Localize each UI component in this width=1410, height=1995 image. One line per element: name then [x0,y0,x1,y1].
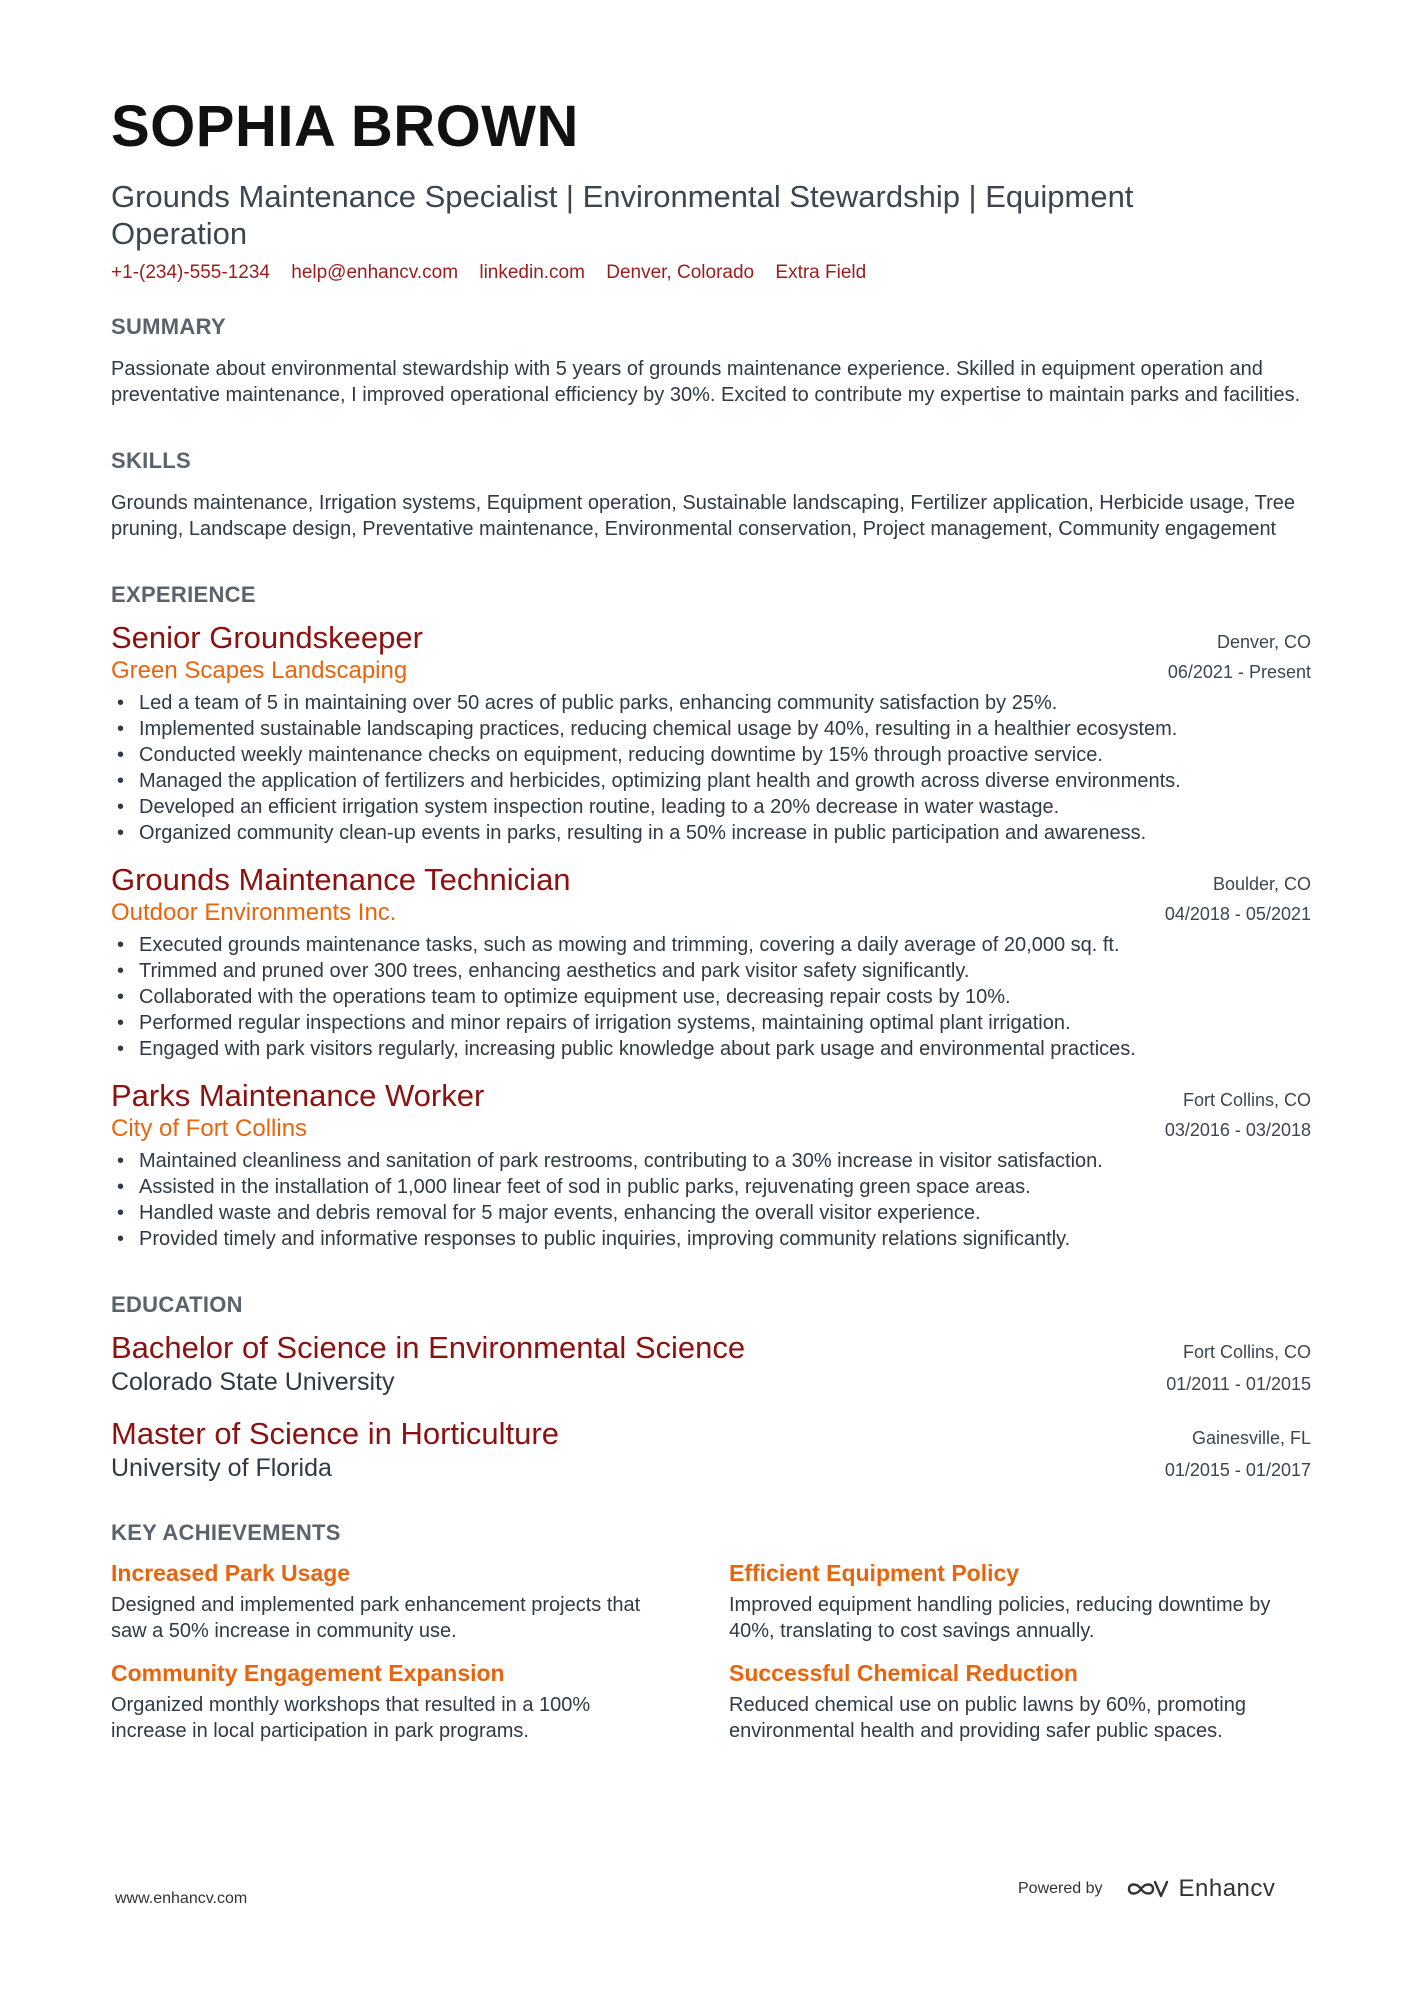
summary-section [111,314,1311,408]
enhancv-brand-name[interactable]: Enhancv [1178,1875,1276,1902]
achievements-section [111,1520,1311,1744]
job-bullets [111,932,1311,1062]
experience-entry [111,862,1311,1062]
job-location: Denver, CO [1216,632,1311,652]
job-dates: 04/2018 - 05/2021 [1164,904,1311,924]
candidate-headline: Grounds Maintenance Specialist | Environmental Stewardship | Equipment Operation [111,179,1134,251]
section-title-skills: SKILLS [111,448,192,473]
entry-sub-row [111,1366,1311,1398]
bullet-item: • Collaborated with the operations team to optimize equipment use, decreasing repair costs by 10%. [111,984,1311,1010]
job-title: Parks Maintenance Worker [111,1078,485,1113]
education-entry [111,1416,1311,1484]
footer-branding [1018,1875,1275,1903]
job-location: Boulder, CO [1212,874,1311,894]
bullet-item: • Executed grounds maintenance tasks, such as mowing and trimming, covering a daily average of 20,000 sq. ft. [111,932,1311,958]
education-dates: 01/2015 - 01/2017 [1164,1460,1311,1480]
candidate-name: SOPHIA BROWN [111,94,579,159]
achievement-title: Increased Park Usage [111,1560,351,1586]
bullet-item: • Handled waste and debris removal for 5 major events, enhancing the overall visitor experience. [111,1200,1311,1226]
section-title-achievements: KEY ACHIEVEMENTS [111,1520,341,1545]
job-title: Senior Groundskeeper [111,620,423,655]
resume-content [111,94,1311,1744]
section-title-summary: SUMMARY [111,314,226,339]
entry-header-row [111,1416,1311,1452]
bullet-item: • Conducted weekly maintenance checks on equipment, reducing downtime by 15% through proactive service. [111,742,1311,768]
job-company: City of Fort Collins [111,1115,308,1142]
footer-website-link[interactable]: www.enhancv.com [115,1890,248,1907]
entry-sub-row [111,898,1311,928]
achievement-item [729,1558,1289,1644]
degree-title: Master of Science in Horticulture [111,1416,559,1451]
achievement-item [729,1658,1289,1744]
job-title: Grounds Maintenance Technician [111,862,571,897]
entry-sub-row [111,1114,1311,1144]
achievement-title: Successful Chemical Reduction [729,1660,1078,1686]
bullet-item: • Implemented sustainable landscaping practices, reducing chemical usage by 40%, resulting in a healthier ecosystem. [111,716,1311,742]
contact-location: Denver, Colorado [606,262,755,283]
bullet-item: • Organized community clean-up events in parks, resulting in a 50% increase in public participation and awareness. [111,820,1311,846]
achievement-desc: Improved equipment handling policies, reducing downtime by 40%, translating to cost savings annually. [729,1594,1271,1642]
experience-entry [111,620,1311,846]
achievement-title: Efficient Equipment Policy [729,1560,1020,1586]
entry-sub-row [111,656,1311,686]
skills-text: Grounds maintenance, Irrigation systems, Equipment operation, Sustainable landscaping, Fertilizer application, Herbicide usage, Tree pruning, Landscape design, Preventative maintenance, Environmental conservation, Project management, Community engagement [111,492,1295,540]
powered-by-label: Powered by [1018,1880,1103,1897]
job-location: Fort Collins, CO [1182,1090,1311,1110]
job-bullets [111,690,1311,846]
experience-entry [111,1078,1311,1252]
education-dates: 01/2011 - 01/2015 [1166,1374,1311,1394]
entry-header-row [111,862,1311,898]
contact-list [111,262,1311,284]
resume-header [111,94,1311,284]
job-dates: 03/2016 - 03/2018 [1164,1120,1311,1140]
education-entry [111,1330,1311,1398]
bullet-item: • Maintained cleanliness and sanitation of park restrooms, contributing to a 30% increase in visitor satisfaction. [111,1148,1311,1174]
entry-header-row [111,1330,1311,1366]
bullet-item: • Trimmed and pruned over 300 trees, enhancing aesthetics and park visitor safety significantly. [111,958,1311,984]
contact-email[interactable]: help@enhancv.com [291,262,459,283]
bullet-item: • Assisted in the installation of 1,000 linear feet of sod in public parks, rejuvenating green space areas. [111,1174,1311,1200]
bullet-item: • Led a team of 5 in maintaining over 50 acres of public parks, enhancing community satisfaction by 25%. [111,690,1311,716]
achievement-item [111,1658,729,1744]
contact-extra-field: Extra Field [775,262,867,283]
skills-section [111,448,1311,542]
bullet-item: • Engaged with park visitors regularly, increasing public knowledge about park usage and environmental practices. [111,1036,1311,1062]
bullet-item: • Performed regular inspections and minor repairs of irrigation systems, maintaining optimal plant irrigation. [111,1010,1311,1036]
summary-text: Passionate about environmental stewardship with 5 years of grounds maintenance experience. Skilled in equipment operation and preventative maintenance, I improved operational efficiency by 30%. Excited to contribute my expertise to maintain parks and facilities. [111,358,1301,406]
section-title-education: EDUCATION [111,1292,243,1317]
contact-phone[interactable]: +1-(234)-555-1234 [111,262,270,283]
job-dates: 06/2021 - Present [1167,662,1311,682]
bullet-item: • Developed an efficient irrigation system inspection routine, leading to a 20% decrease in water wastage. [111,794,1311,820]
job-bullets [111,1148,1311,1252]
entry-header-row [111,620,1311,656]
entry-header-row [111,1078,1311,1114]
achievement-desc: Organized monthly workshops that resulted in a 100% increase in local participation in park programs. [111,1694,591,1742]
contact-linkedin[interactable]: linkedin.com [479,262,585,283]
bullet-item: • Managed the application of fertilizers and herbicides, optimizing plant health and growth across diverse environments. [111,768,1311,794]
achievement-desc: Reduced chemical use on public lawns by 60%, promoting environmental health and providing safer public spaces. [729,1694,1246,1742]
achievements-grid [111,1558,1311,1744]
school-name: University of Florida [111,1454,332,1482]
enhancv-logo-icon [1125,1877,1171,1901]
entry-sub-row [111,1452,1311,1484]
degree-title: Bachelor of Science in Environmental Science [111,1330,746,1365]
experience-section [111,582,1311,1252]
bullet-item: • Provided timely and informative responses to public inquiries, improving community relations significantly. [111,1226,1311,1252]
education-location: Fort Collins, CO [1182,1342,1311,1362]
achievement-desc: Designed and implemented park enhancement projects that saw a 50% increase in community use. [111,1594,641,1642]
school-name: Colorado State University [111,1368,395,1396]
education-section [111,1292,1311,1484]
job-company: Green Scapes Landscaping [111,657,408,684]
section-title-experience: EXPERIENCE [111,582,256,607]
job-company: Outdoor Environments Inc. [111,899,397,926]
achievement-item [111,1558,729,1644]
achievement-title: Community Engagement Expansion [111,1660,505,1686]
education-location: Gainesville, FL [1191,1428,1311,1448]
